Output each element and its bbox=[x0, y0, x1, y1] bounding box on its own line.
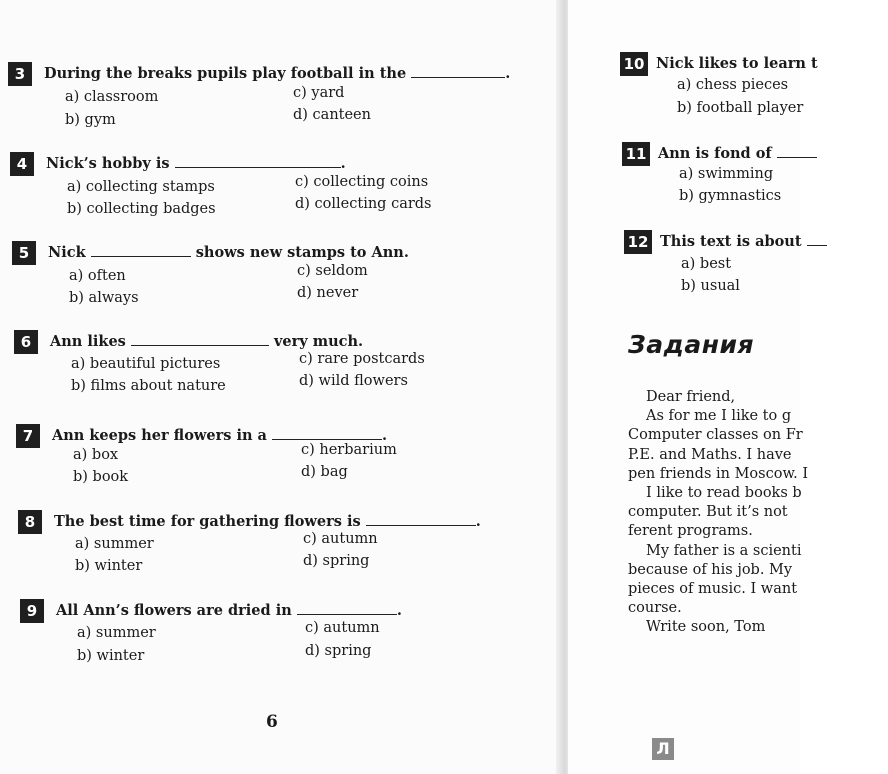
option-b: b) gym bbox=[65, 112, 116, 128]
option-c: c) autumn bbox=[303, 531, 378, 547]
question-text: The best time for gathering flowers is bbox=[54, 513, 361, 530]
option-d: d) wild flowers bbox=[299, 373, 408, 389]
answer-blank bbox=[272, 427, 382, 440]
question-stem bbox=[660, 233, 827, 251]
letter-line: As for me I like to g bbox=[646, 408, 792, 425]
question-text: Nick likes to learn t bbox=[656, 55, 818, 72]
letter-line: because of his job. My bbox=[628, 561, 793, 578]
question-text: Ann is fond of bbox=[658, 145, 772, 162]
answer-blank bbox=[807, 233, 827, 246]
option-a: a) beautiful pictures bbox=[71, 356, 221, 372]
letter-line: ferent programs. bbox=[628, 523, 753, 540]
question-text: Nick bbox=[48, 244, 86, 261]
question-text-end: shows new stamps to Ann. bbox=[195, 244, 409, 261]
option-b: b) book bbox=[73, 469, 129, 485]
option-d: d) canteen bbox=[293, 107, 371, 123]
letter-closing: Write soon, Tom bbox=[646, 619, 766, 636]
option-c: c) seldom bbox=[297, 263, 368, 279]
option-c: c) collecting coins bbox=[295, 174, 429, 190]
option-a: a) chess pieces bbox=[677, 77, 789, 93]
question-text-end: . bbox=[382, 427, 388, 444]
question-text: All Ann’s flowers are dried in bbox=[56, 602, 292, 619]
letter-line: Computer classes on Fr bbox=[628, 427, 803, 444]
question-text: Ann likes bbox=[50, 333, 126, 350]
question-stem bbox=[50, 333, 363, 351]
question-stem bbox=[56, 602, 402, 620]
answer-blank bbox=[131, 333, 269, 346]
letter-line: computer. But it’s not bbox=[628, 504, 788, 521]
question-text-end: . bbox=[396, 602, 402, 619]
question-text-end: . bbox=[340, 155, 346, 172]
letter-line: My father is a scienti bbox=[646, 542, 802, 559]
question-text: During the breaks pupils play football in the bbox=[44, 65, 407, 82]
question-stem bbox=[44, 65, 510, 83]
question-number-badge: 7 bbox=[16, 424, 40, 448]
letter-line: pieces of music. I want bbox=[628, 581, 798, 598]
question-stem bbox=[48, 244, 409, 262]
question-number-badge: 3 bbox=[8, 62, 32, 86]
answer-blank bbox=[175, 155, 341, 168]
question-stem bbox=[656, 55, 818, 73]
section-heading: Задания bbox=[628, 330, 755, 359]
option-b: b) gymnastics bbox=[679, 188, 782, 204]
page-number: 6 bbox=[266, 712, 278, 732]
question-stem bbox=[54, 513, 481, 531]
option-b: b) winter bbox=[77, 648, 145, 664]
option-c: c) rare postcards bbox=[299, 351, 425, 367]
letter-line: course. bbox=[628, 600, 682, 617]
option-d: d) never bbox=[297, 285, 359, 301]
publisher-logo: Л bbox=[652, 738, 674, 760]
answer-blank bbox=[366, 513, 476, 526]
option-a: a) classroom bbox=[65, 89, 159, 105]
letter-text bbox=[628, 388, 888, 638]
question-number-badge: 5 bbox=[12, 241, 36, 265]
letter-line: P.E. and Maths. I have bbox=[628, 446, 792, 463]
option-c: c) yard bbox=[293, 85, 345, 101]
option-d: d) bag bbox=[301, 464, 348, 480]
option-b: b) collecting badges bbox=[67, 201, 216, 217]
question-stem bbox=[658, 145, 817, 163]
question-number-badge: 10 bbox=[620, 52, 648, 76]
letter-line: I like to read books b bbox=[646, 485, 802, 502]
question-number-badge: 6 bbox=[14, 330, 38, 354]
option-b: b) always bbox=[69, 290, 139, 306]
question-number-badge: 12 bbox=[624, 230, 652, 254]
option-a: a) collecting stamps bbox=[67, 179, 215, 195]
option-b: b) football player bbox=[677, 100, 804, 116]
right-page bbox=[568, 0, 818, 774]
question-text-end: . bbox=[475, 513, 481, 530]
answer-blank bbox=[777, 145, 817, 158]
question-number-badge: 8 bbox=[18, 510, 42, 534]
question-number-badge: 4 bbox=[10, 152, 34, 176]
question-number-badge: 9 bbox=[20, 599, 44, 623]
option-d: d) spring bbox=[303, 553, 370, 569]
option-a: a) often bbox=[69, 268, 126, 284]
question-text: Ann keeps her flowers in a bbox=[52, 427, 267, 444]
option-a: a) swimming bbox=[679, 166, 774, 182]
question-stem bbox=[46, 155, 346, 173]
option-b: b) usual bbox=[681, 278, 740, 294]
answer-blank bbox=[297, 602, 397, 615]
option-a: a) best bbox=[681, 256, 732, 272]
answer-blank bbox=[91, 244, 191, 257]
option-c: c) herbarium bbox=[301, 442, 397, 458]
option-a: a) summer bbox=[77, 625, 156, 641]
option-b: b) films about nature bbox=[71, 378, 226, 394]
question-number-badge: 11 bbox=[622, 142, 650, 166]
option-d: d) collecting cards bbox=[295, 196, 432, 212]
question-text: This text is about bbox=[660, 233, 802, 250]
option-a: a) box bbox=[73, 447, 119, 463]
answer-blank bbox=[411, 65, 505, 78]
letter-line: pen friends in Moscow. I bbox=[628, 465, 809, 482]
option-c: c) autumn bbox=[305, 620, 380, 636]
question-text-end: . bbox=[505, 65, 511, 82]
question-text-end: very much. bbox=[273, 333, 364, 350]
option-b: b) winter bbox=[75, 558, 143, 574]
letter-greeting: Dear friend, bbox=[646, 389, 736, 405]
question-text: Nick’s hobby is bbox=[46, 155, 170, 172]
option-a: a) summer bbox=[75, 536, 154, 552]
option-d: d) spring bbox=[305, 643, 372, 659]
